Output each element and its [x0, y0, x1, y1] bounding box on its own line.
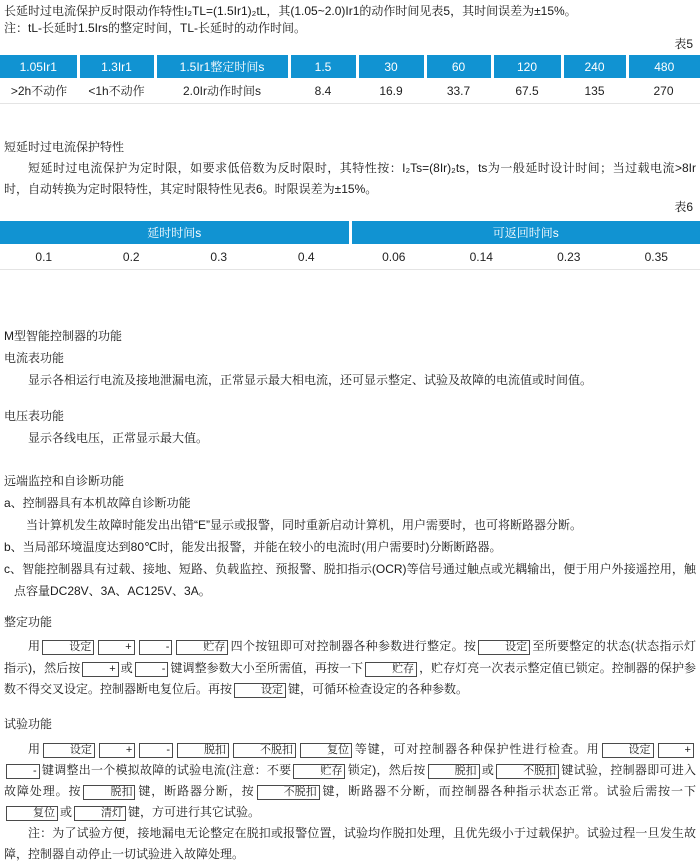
table5-header-cell: 1.5Ir1整定时间s — [155, 55, 289, 78]
intro-line-formula: 长延时过电流保护反时限动作特性I₂TL=(1.5Ir1)₂tL，其(1.05~2.0)Ir1的动作时间见表5，其时间误差为±15%。 — [4, 3, 696, 20]
table5 — [0, 55, 700, 104]
ammeter-heading: 电流表功能 — [4, 347, 696, 369]
remote-item-a: a、控制器具有本机故障自诊断功能 — [4, 492, 696, 514]
table5-header-cell: 240 — [562, 55, 627, 78]
key-reset: 复位 — [6, 806, 58, 821]
key-plus: + — [99, 743, 135, 758]
short-delay-paragraph: 短延时过电流保护为定时限，如要求低倍数为反时限时，其特性按：I₂Ts=(8Ir)₂ts，ts为一般延时设计时间；当过载电流>8Ir时，自动转换为定时限特性，其定时限特性见表6。时限误差为±15%。 — [4, 158, 696, 200]
table6-header-cell: 可返回时间s — [350, 221, 700, 244]
table5-cell: >2h不动作 — [0, 78, 78, 104]
key-minus: - — [139, 640, 173, 655]
key-setting: 设定 — [234, 683, 286, 698]
table6-cell: 0.35 — [613, 244, 700, 270]
table6-cell: 0.3 — [175, 244, 263, 270]
table6-cell: 0.1 — [0, 244, 88, 270]
table6 — [0, 221, 700, 270]
table5-cell: <1h不动作 — [78, 78, 155, 104]
table6-cell: 0.06 — [350, 244, 438, 270]
table5-cell: 2.0Ir动作时间s — [155, 78, 289, 104]
key-setting: 设定 — [43, 743, 95, 758]
table5-header-cell: 30 — [357, 55, 425, 78]
setting-function-heading: 整定功能 — [4, 615, 696, 629]
table6-header-row — [0, 221, 700, 244]
key-no-trip: 不脱扣 — [233, 743, 296, 758]
table5-cell: 270 — [627, 78, 700, 104]
key-no-trip: 不脱扣 — [257, 785, 320, 800]
key-store: 贮存 — [176, 640, 228, 655]
table5-label: 表5 — [4, 37, 696, 52]
table5-cell: 67.5 — [492, 78, 562, 104]
test-function-note: 注：为了试验方便，接地漏电无论整定在脱扣或报警位置，试验均作脱扣处理，且优先级小于过载保护。试验过程一旦发生故障，控制器自动停止一切试验进入故障处理。 — [4, 823, 696, 865]
short-delay-heading: 短延时过电流保护特性 — [4, 140, 696, 154]
ammeter-paragraph: 显示各相运行电流及接地泄漏电流，正常显示最大相电流，还可显示整定、试验及故障的电流值或时间值。 — [4, 369, 696, 391]
table5-cell: 8.4 — [289, 78, 357, 104]
table5-cell: 16.9 — [357, 78, 425, 104]
key-minus: - — [6, 764, 40, 779]
key-plus: + — [98, 640, 134, 655]
voltmeter-heading: 电压表功能 — [4, 405, 696, 427]
key-clear-lamp: 清灯 — [74, 806, 126, 821]
remote-item-a-note: 当计算机发生故障时能发出出错“E”显示或报警，同时重新启动计算机，用户需要时，也可将断路器分断。 — [4, 514, 696, 536]
key-setting: 设定 — [42, 640, 94, 655]
key-no-trip: 不脱扣 — [496, 764, 559, 779]
table6-cell: 0.14 — [438, 244, 526, 270]
table5-cell: 135 — [562, 78, 627, 104]
key-minus: - — [135, 662, 169, 677]
table5-header-cell: 60 — [425, 55, 492, 78]
table5-data-row — [0, 78, 700, 104]
table6-data-row — [0, 244, 700, 270]
table5-header-cell: 1.3Ir1 — [78, 55, 155, 78]
test-function-heading: 试验功能 — [4, 717, 696, 731]
key-setting: 设定 — [602, 743, 654, 758]
table6-cell: 0.4 — [263, 244, 351, 270]
key-trip: 脱扣 — [428, 764, 480, 779]
table5-cell: 33.7 — [425, 78, 492, 104]
key-store: 贮存 — [293, 764, 345, 779]
remote-item-c: c、智能控制器具有过载、接地、短路、负载监控、预报警、脱扣指示(OCR)等信号通过触点或光耦输出，便于用户外接遥控用，触点容量DC28V、3A、AC125V、3A。 — [4, 558, 696, 602]
intro-line-note: 注：tL-长延时1.5Irs的整定时间，TL-长延时的动作时间。 — [4, 20, 696, 37]
voltmeter-paragraph: 显示各线电压，正常显示最大值。 — [4, 427, 696, 449]
table6-header-cell: 延时时间s — [0, 221, 350, 244]
key-plus: + — [82, 662, 118, 677]
key-reset: 复位 — [300, 743, 352, 758]
remote-item-b: b、当局部环境温度达到80℃时，能发出报警，并能在较小的电流时(用户需要时)分断断路器。 — [4, 536, 696, 558]
table5-header-cell: 480 — [627, 55, 700, 78]
table6-label: 表6 — [4, 200, 696, 215]
key-trip: 脱扣 — [177, 743, 229, 758]
key-store: 贮存 — [365, 662, 417, 677]
key-trip: 脱扣 — [83, 785, 135, 800]
remote-monitor-heading: 远端监控和自诊断功能 — [4, 470, 696, 492]
setting-function-paragraph: 用 设定 + - 贮存 四个按钮即可对控制器各种参数进行整定。按 设定 至所要整定的状态(状态指示灯指示)，然后按 + 或 - 键调整参数大小至所需值，再按一下 贮存 ，贮存灯亮一次表示整定值已锁定。控制器的保护参数不得交叉设定。控制器断电复位后。再按 设定 键，可循环检查设定的各种参数。 — [4, 636, 696, 701]
table5-header-cell: 120 — [492, 55, 562, 78]
table5-header-cell: 1.5 — [289, 55, 357, 78]
m-controller-heading: M型智能控制器的功能 — [4, 325, 696, 347]
table6-cell: 0.2 — [88, 244, 176, 270]
key-minus: - — [139, 743, 173, 758]
table5-header-cell: 1.05Ir1 — [0, 55, 78, 78]
table5-header-row — [0, 55, 700, 78]
test-function-paragraph: 用 设定 + - 脱扣 不脱扣 复位 等键，可对控制器各种保护性进行检查。用 设定 +- 键调整出一个模拟故障的试验电流(注意：不要 贮存 锁定)，然后按 脱扣 或 不脱扣 键试验，控制器即可进入故障处理。按 脱扣 键，断路器分断，按 不脱扣 键，断路器不分断，而控制器各种指示状态正常。试验后需按一下复位 或 清灯 键，方可进行其它试验。 — [4, 739, 696, 823]
key-setting: 设定 — [478, 640, 530, 655]
key-plus: + — [658, 743, 694, 758]
table6-cell: 0.23 — [525, 244, 613, 270]
